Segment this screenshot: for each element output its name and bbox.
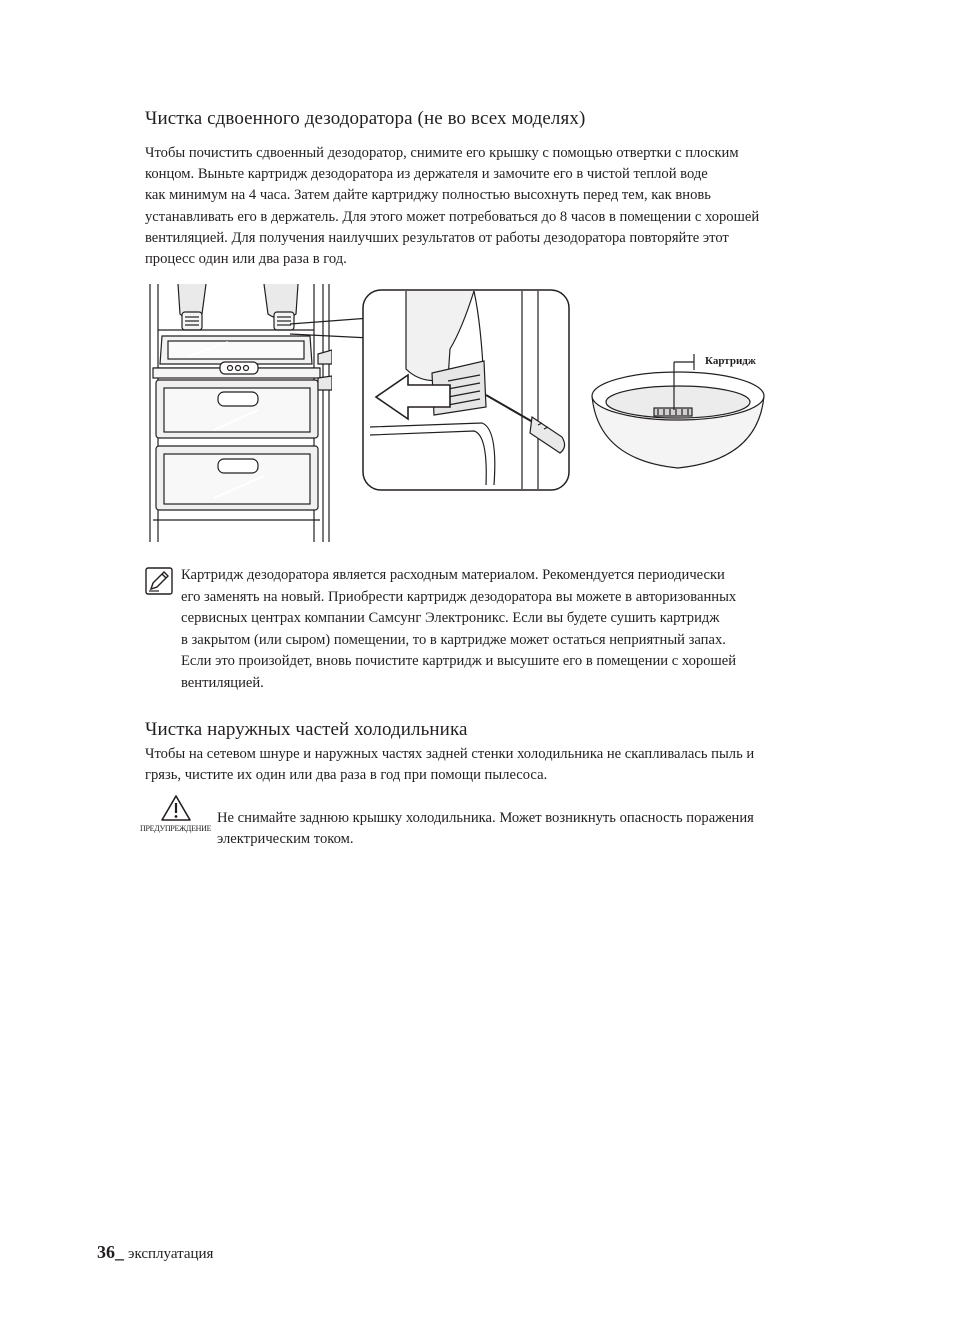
section-title-exterior: Чистка наружных частей холодильника xyxy=(145,719,468,740)
exterior-paragraph xyxy=(145,744,754,786)
paragraph-line: вентиляцией. Для получения наилучших результатов от работы дезодоратора повторяйте этот xyxy=(145,229,729,246)
warning-label: ПРЕДУПРЕЖДЕНИЕ xyxy=(140,824,212,833)
paragraph-line: концом. Выньте картридж дезодоратора из держателя и замочите его в чистой теплой воде xyxy=(145,166,708,183)
note-line: в закрытом (или сыром) помещении, то в картридже может остаться неприятный запах. xyxy=(181,631,726,648)
page-footer xyxy=(97,1242,213,1263)
deodorizer-zoom-illustration xyxy=(362,289,572,493)
warning-line: Не снимайте заднюю крышку холодильника. Может возникнуть опасность поражения xyxy=(217,810,754,826)
note-line: Если это произойдет, вновь почистите картридж и высушите его в помещении с хорошей xyxy=(181,653,737,670)
warning-triangle-icon xyxy=(160,794,192,822)
paragraph-line: процесс один или два раза в год. xyxy=(145,251,347,268)
cartridge-callout-label: Картридж xyxy=(705,355,756,367)
paragraph-line: Чтобы почистить сдвоенный дезодоратор, снимите его крышку с помощью отвертки с плоским xyxy=(145,145,739,161)
note-line: вентиляцией. xyxy=(181,674,264,691)
warning-text xyxy=(217,808,754,850)
note-line: сервисных центрах компании Самсунг Электроникс. Если вы будете сушить картридж xyxy=(181,610,720,627)
warning-line: электрическим током. xyxy=(217,831,354,848)
deodorizer-paragraph xyxy=(145,143,759,270)
section-title-deodorizer: Чистка сдвоенного дезодоратора (не во всех моделях) xyxy=(145,108,586,129)
page-number: 36_ xyxy=(97,1242,124,1262)
paragraph-line: как минимум на 4 часа. Затем дайте картриджу полностью высохнуть перед тем, как вновь xyxy=(145,187,711,204)
paragraph-line: грязь, чистите их один или два раза в год при помощи пылесоса. xyxy=(145,767,548,784)
paragraph-line: Чтобы на сетевом шнуре и наружных частях задней стенки холодильника не скапливалась пыль и xyxy=(145,746,755,762)
note-line: Картридж дезодоратора является расходным материалом. Рекомендуется периодически xyxy=(181,567,725,583)
zoom-connector-lines xyxy=(290,310,370,350)
note-pencil-icon xyxy=(145,567,173,595)
paragraph-line: устанавливать его в держатель. Для этого может потребоваться до 8 часов в помещении с хорошей xyxy=(145,208,760,225)
note-line: его заменять на новый. Приобрести картридж дезодоратора вы можете в авторизованных xyxy=(181,588,737,605)
footer-section-name: эксплуатация xyxy=(128,1246,214,1262)
note-text xyxy=(181,565,736,695)
bowl-with-cartridge-illustration xyxy=(588,350,768,474)
